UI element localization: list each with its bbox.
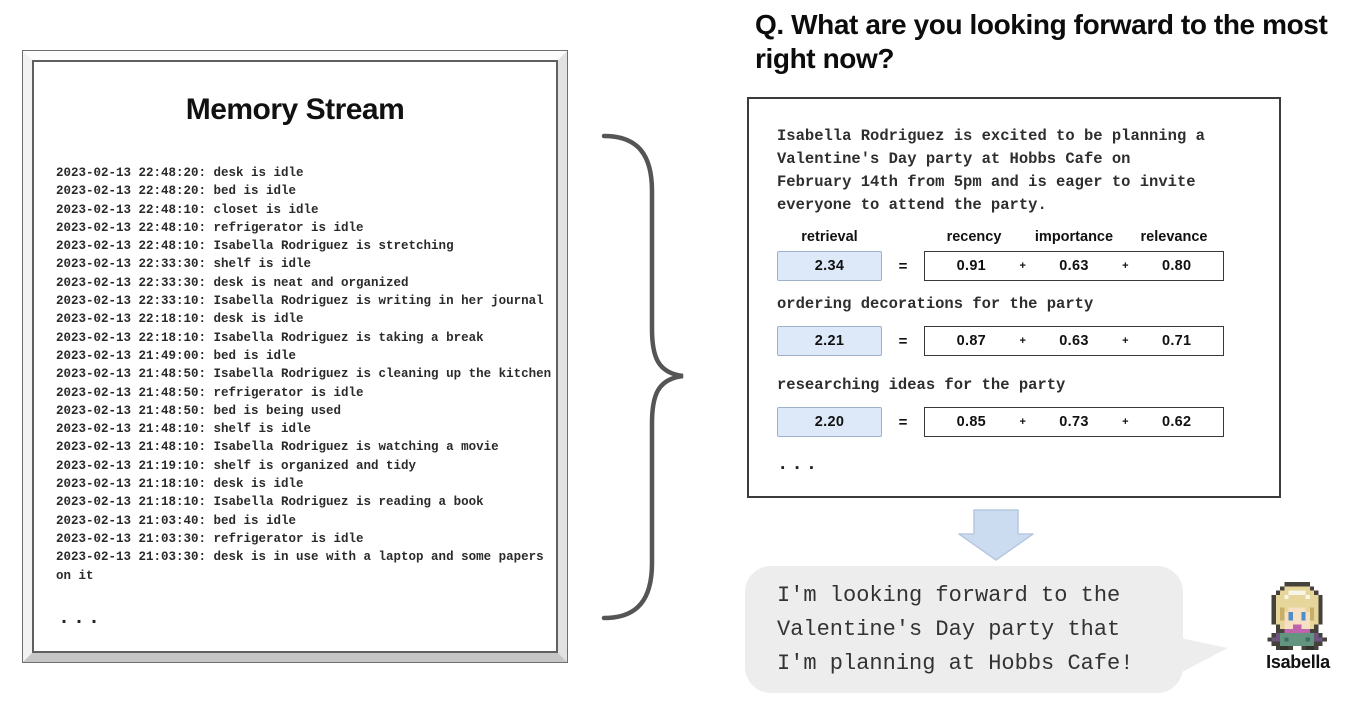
equals-sign: = — [898, 332, 908, 350]
memory-stream-panel — [22, 50, 568, 663]
memory-entry: 2023-02-13 21:48:10: shelf is idle — [56, 422, 312, 437]
multiply-icon: + — [1019, 260, 1026, 272]
multiply-icon: + — [1122, 416, 1129, 428]
retrieved-memory-description: Isabella Rodriguez is excited to be planning a Valentine's Day party at Hobbs Cafe on February 14th from 5pm and is eager to invite everyone to attend the party. — [777, 127, 1205, 214]
memory-entry: 2023-02-13 22:48:10: refrigerator is idle — [56, 220, 364, 235]
memory-label-2: ordering decorations for the party — [777, 295, 1094, 313]
memory-entry: 2023-02-13 22:48:20: desk is idle — [56, 166, 304, 180]
retrieval-panel — [747, 97, 1281, 498]
header-relevance: relevance — [1140, 229, 1208, 245]
retrieval-row-1 — [777, 251, 1279, 281]
factor-box-3 — [924, 407, 1224, 437]
retrieval-ellipsis: ... — [777, 453, 821, 475]
isabella-sprite — [1263, 582, 1331, 650]
recency-value-3: 0.85 — [956, 414, 987, 430]
retrieval-row-2 — [777, 326, 1279, 356]
header-factors — [924, 229, 1224, 245]
speech-text: I'm looking forward to the Valentine's Day party that I'm planning at Hobbs Cafe! — [777, 582, 1134, 676]
memory-stream-ellipsis: ... — [58, 606, 104, 630]
memory-entry: 2023-02-13 22:33:10: Isabella Rodriguez is writing in her journal — [56, 294, 544, 309]
retrieval-score-1: 2.34 — [777, 251, 882, 281]
memory-entry: 2023-02-13 21:03:40: bed is idle — [56, 513, 297, 528]
memory-entry: 2023-02-13 22:48:20: bed is idle — [56, 184, 297, 199]
factor-box-2 — [924, 326, 1224, 356]
equals-sign: = — [898, 257, 908, 275]
question-heading: Q. What are you looking forward to the most right now? — [755, 9, 1328, 74]
memory-entry: 2023-02-13 21:48:50: bed is being used — [56, 403, 342, 418]
multiply-icon: + — [1122, 260, 1129, 272]
memory-entry: 2023-02-13 22:18:10: desk is idle — [56, 312, 304, 327]
relevance-value-1: 0.80 — [1161, 258, 1192, 274]
importance-value-2: 0.63 — [1059, 333, 1089, 349]
memory-stream-content — [32, 60, 558, 653]
recency-value-1: 0.91 — [956, 258, 987, 274]
memory-entry: 2023-02-13 21:18:10: desk is idle — [56, 477, 304, 492]
memory-entry: 2023-02-13 22:18:10: Isabella Rodriguez is taking a break — [56, 330, 484, 345]
memory-entry: 2023-02-13 22:33:30: desk is neat and organized — [56, 275, 409, 290]
retrieval-score-3: 2.20 — [777, 407, 882, 437]
down-arrow-icon — [958, 509, 1034, 561]
recency-value-2: 0.87 — [956, 333, 987, 349]
character-name-label: Isabella — [1266, 652, 1330, 672]
multiply-icon: + — [1122, 335, 1129, 347]
memory-entry: 2023-02-13 21:19:10: shelf is organized and tidy — [56, 458, 417, 473]
memory-entry: 2023-02-13 22:33:30: shelf is idle — [56, 257, 312, 272]
speech-bubble — [745, 566, 1183, 693]
memory-entry: 2023-02-13 22:48:10: closet is idle — [56, 202, 319, 217]
header-retrieval: retrieval — [801, 229, 858, 245]
importance-value-3: 0.73 — [1059, 414, 1089, 430]
curly-brace — [596, 133, 691, 621]
relevance-value-3: 0.62 — [1161, 414, 1192, 430]
importance-value-1: 0.63 — [1059, 258, 1089, 274]
relevance-value-2: 0.71 — [1161, 333, 1192, 349]
factor-box-1 — [924, 251, 1224, 281]
equals-sign: = — [898, 413, 908, 431]
header-importance: importance — [1034, 229, 1114, 245]
retrieval-score-2: 2.21 — [777, 326, 882, 356]
score-header-row — [777, 227, 1279, 245]
memory-stream-frame-bevel — [23, 51, 567, 662]
memory-entry: 2023-02-13 21:49:00: bed is idle — [56, 348, 297, 363]
speech-bubble-tail — [1178, 634, 1230, 674]
retrieval-row-3 — [777, 407, 1279, 437]
memory-entry-list — [56, 164, 554, 585]
multiply-icon: + — [1019, 416, 1026, 428]
header-recency: recency — [946, 229, 1002, 245]
memory-label-3: researching ideas for the party — [777, 376, 1066, 394]
multiply-icon: + — [1019, 335, 1026, 347]
memory-entry: 2023-02-13 21:48:10: Isabella Rodriguez is watching a movie — [56, 440, 499, 455]
memory-entry: 2023-02-13 21:03:30: desk is in use with a laptop and some papers on it — [56, 550, 544, 583]
memory-entry: 2023-02-13 21:03:30: refrigerator is idle — [56, 531, 364, 546]
memory-entry: 2023-02-13 21:18:10: Isabella Rodriguez is reading a book — [56, 495, 484, 510]
memory-entry: 2023-02-13 21:48:50: Isabella Rodriguez is cleaning up the kitchen — [56, 367, 552, 382]
memory-stream-title: Memory Stream — [185, 93, 405, 126]
memory-entry: 2023-02-13 22:48:10: Isabella Rodriguez is stretching — [56, 239, 454, 254]
memory-entry: 2023-02-13 21:48:50: refrigerator is idle — [56, 385, 364, 400]
